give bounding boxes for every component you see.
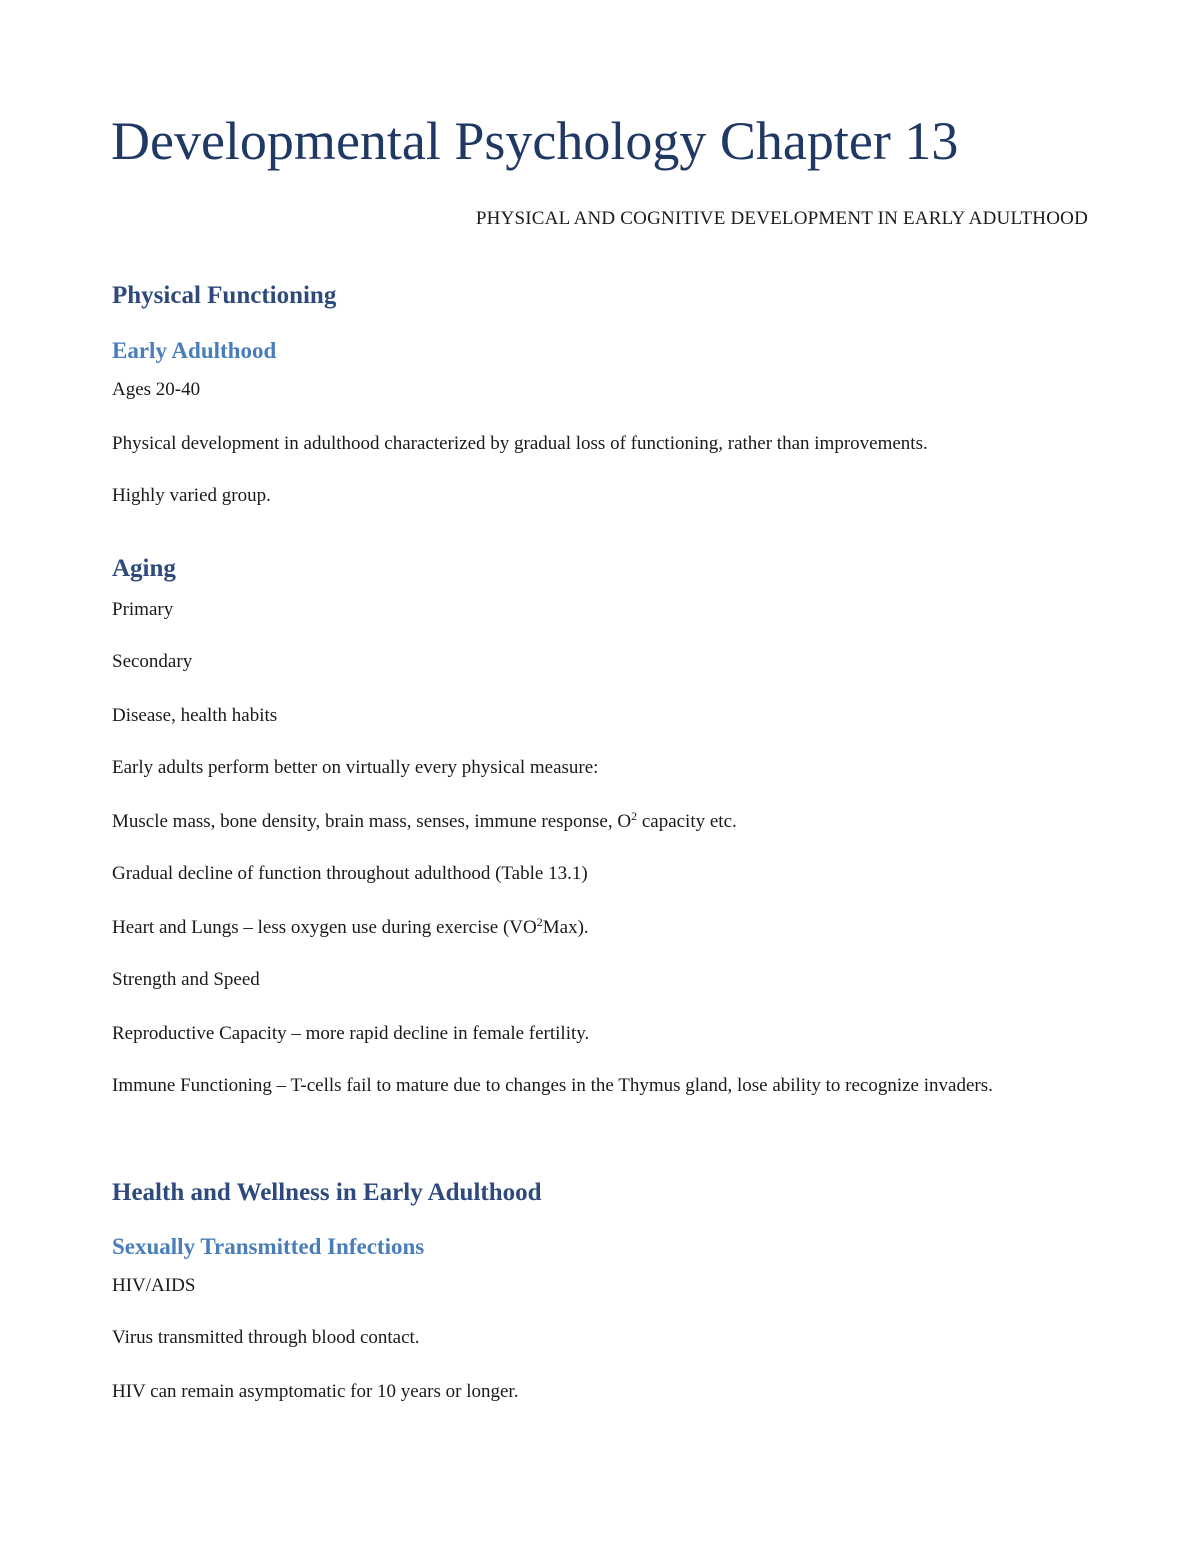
- paragraph-reproductive-capacity: Reproductive Capacity – more rapid decline in female fertility.: [112, 1023, 590, 1044]
- document-title: Developmental Psychology Chapter 13: [111, 111, 959, 171]
- paragraph-primary: Primary: [112, 599, 174, 620]
- document-subtitle: PHYSICAL AND COGNITIVE DEVELOPMENT IN EARLY ADULTHOOD: [475, 208, 1088, 229]
- heading-physical-functioning: Physical Functioning: [112, 282, 337, 309]
- paragraph-gradual-decline: Gradual decline of function throughout adulthood (Table 13.1): [112, 863, 588, 884]
- heart-lungs-text: Heart and Lungs – less oxygen use during exercise (VO: [112, 917, 537, 938]
- paragraph-ages: Ages 20-40: [112, 379, 201, 400]
- paragraph-early-adults-perform: Early adults perform better on virtually every physical measure:: [112, 757, 599, 778]
- max-text: Max).: [542, 917, 589, 938]
- paragraph-muscle-mass: [112, 805, 1072, 839]
- superscript-two: 2: [631, 809, 638, 823]
- paragraph-immune-functioning: Immune Functioning – T-cells fail to mature due to changes in the Thymus gland, lose ability to recognize invaders.: [112, 1075, 993, 1096]
- paragraph-secondary: Secondary: [112, 651, 193, 672]
- paragraph-strength-speed: Strength and Speed: [112, 969, 260, 990]
- heading-aging: Aging: [112, 555, 176, 582]
- superscript-two: 2: [536, 915, 543, 929]
- paragraph-physical-development: Physical development in adulthood characterized by gradual loss of functioning, rather than improvements.: [112, 433, 928, 454]
- paragraph-varied-group: Highly varied group.: [112, 485, 271, 506]
- heading-sti: Sexually Transmitted Infections: [112, 1234, 425, 1259]
- paragraph-heart-lungs: [112, 911, 1072, 945]
- paragraph-hiv-asymptomatic: HIV can remain asymptomatic for 10 years or longer.: [112, 1381, 519, 1402]
- heading-health-wellness: Health and Wellness in Early Adulthood: [112, 1179, 542, 1206]
- paragraph-virus-transmitted: Virus transmitted through blood contact.: [112, 1327, 420, 1348]
- paragraph-hiv-aids: HIV/AIDS: [112, 1275, 196, 1296]
- muscle-mass-text: Muscle mass, bone density, brain mass, senses, immune response, O: [112, 811, 632, 832]
- heading-early-adulthood: Early Adulthood: [112, 338, 277, 363]
- capacity-text: capacity etc.: [637, 811, 737, 832]
- paragraph-disease: Disease, health habits: [112, 705, 278, 726]
